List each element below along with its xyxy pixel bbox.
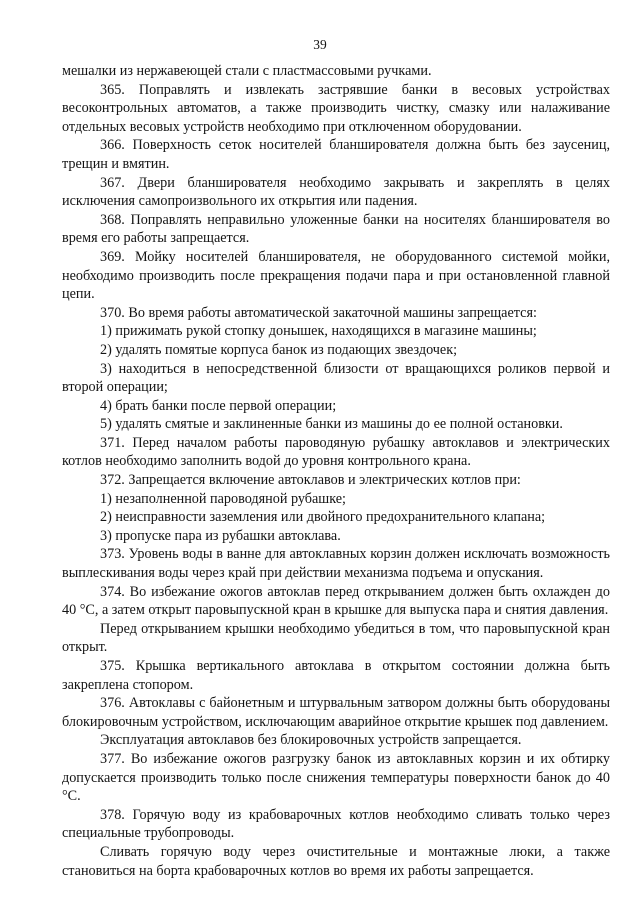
- list-item: 2) неисправности заземления или двойного предохранительного клапана;: [100, 509, 546, 526]
- paragraph: 372. Запрещается включение автоклавов и электрических котлов при:: [100, 472, 521, 489]
- paragraph: 370. Во время работы автоматической закаточной машины запрещается:: [100, 304, 537, 321]
- list-item: 3) пропуске пара из рубашки автоклава.: [100, 527, 341, 544]
- page-number: 39: [313, 37, 327, 52]
- paragraph: 374. Во избежание ожогов автоклав перед открыванием должен быть охлажден до 40 °С, а затем открыт паровыпускной кран в крышке для выпуска пара и снятия давления.: [62, 583, 610, 619]
- paragraph: 375. Крышка вертикального автоклава в открытом состоянии должна быть закреплена стопором.: [62, 658, 610, 693]
- paragraph: 367. Двери бланширователя необходимо закрывать и закреплять в целях исключения самопроизвольного их открытия или падения.: [62, 174, 610, 210]
- paragraph: Сливать горячую воду через очистительные и монтажные люки, а также становиться на борта крабоварочных котлов во время их работы запрещается.: [62, 843, 610, 879]
- paragraph: 371. Перед началом работы пароводяную рубашку автоклавов и электрических котлов необходимо заполнить водой до уровня контрольного крана.: [62, 434, 610, 470]
- list-item: 1) прижимать рукой стопку донышек, находящихся в магазине машины;: [100, 323, 537, 340]
- list-item: 4) брать банки после первой операции;: [100, 397, 337, 414]
- paragraph: 376. Автоклавы с байонетным и штурвальным затвором должны быть оборудованы блокировочным устройством, исключающим аварийное открытие крышек под давлением.: [62, 695, 610, 730]
- list-item: 2) удалять помятые корпуса банок из подающих звездочек;: [100, 341, 458, 358]
- document-body: [62, 62, 610, 880]
- paragraph: Эксплуатация автоклавов без блокировочных устройств запрещается.: [100, 732, 522, 749]
- paragraph: 366. Поверхность сеток носителей бланширователя должна быть без заусениц, трещин и вмятин.: [62, 137, 610, 172]
- paragraph: 365. Поправлять и извлекать застрявшие банки в весовых устройствах весоконтрольных автоматов, а также производить чистку, смазку или налаживание отдельных весовых устройств необходимо при отключенном оборудовании.: [62, 81, 610, 135]
- paragraph: 368. Поправлять неправильно уложенные банки на носителях бланширователя во время его работы запрещается.: [62, 211, 610, 247]
- list-item: 3) находиться в непосредственной близости от вращающихся роликов первой и второй операции;: [62, 360, 610, 396]
- list-item: 1) незаполненной пароводяной рубашке;: [100, 490, 346, 507]
- paragraph: 369. Мойку носителей бланширователя, не оборудованного системой мойки, необходимо производить после прекращения подачи пара и при остановленной главной цепи.: [62, 248, 610, 303]
- paragraph: мешалки из нержавеющей стали с пластмассовыми ручками.: [62, 63, 432, 79]
- paragraph: Перед открыванием крышки необходимо убедиться в том, что паровыпускной кран открыт.: [62, 620, 610, 656]
- paragraph: 373. Уровень воды в ванне для автоклавных корзин должен исключать возможность выплескивания воды через край при действии механизма подъема и опускания.: [62, 546, 610, 582]
- list-item: 5) удалять смятые и заклиненные банки из машины до ее полной остановки.: [100, 416, 563, 433]
- paragraph: 377. Во избежание ожогов разгрузку банок из автоклавных корзин и их обтирку допускается производить только после снижения температуры поверхности банок до 40 °С.: [62, 750, 610, 805]
- paragraph: 378. Горячую воду из крабоварочных котлов необходимо сливать только через специальные трубопроводы.: [62, 806, 610, 842]
